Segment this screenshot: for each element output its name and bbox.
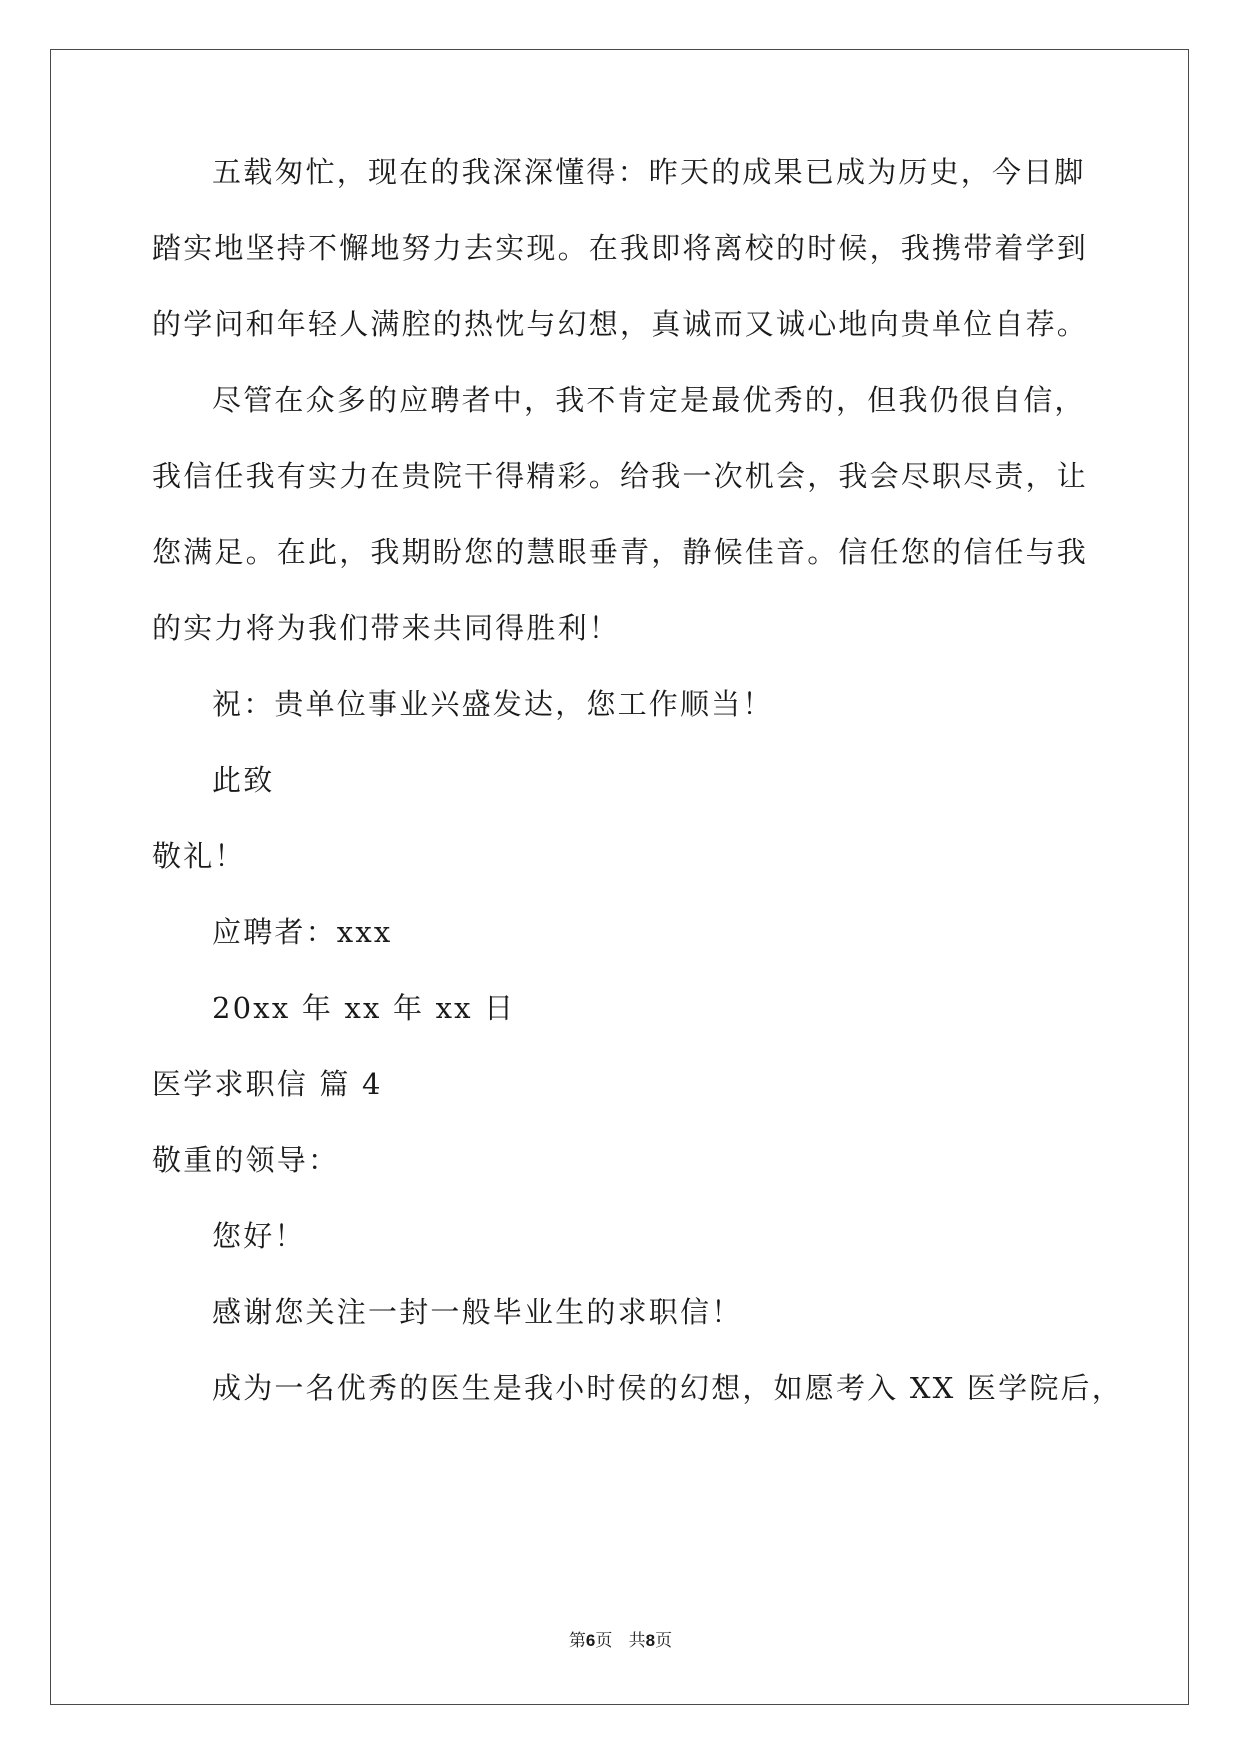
paragraph-2-line-1: 尽管在众多的应聘者中，我不肯定是最优秀的，但我仍很自信，: [212, 383, 1086, 417]
paragraph-3-line-1: 成为一名优秀的医生是我小时侯的幻想，如愿考入 XX 医学院后，: [212, 1371, 1123, 1405]
footer-page-word: 页: [595, 1631, 613, 1651]
paragraph-1-line-3: 的学问和年轻人满腔的热忱与幻想，真诚而又诚心地向贵单位自荐。: [152, 307, 1089, 341]
footer-total-prefix: 共: [628, 1631, 646, 1651]
closing-line: 此致: [212, 763, 275, 797]
footer-current-page: 6: [585, 1631, 596, 1650]
hello-line: 您好！: [212, 1219, 306, 1253]
footer-total-word: 页: [655, 1631, 673, 1651]
paragraph-2-line-4: 的实力将为我们带来共同得胜利！: [152, 611, 621, 645]
footer-prefix: 第: [568, 1631, 586, 1651]
wish-line: 祝：贵单位事业兴盛发达，您工作顺当！: [212, 687, 774, 721]
paragraph-1-line-2: 踏实地坚持不懈地努力去实现。在我即将离校的时候，我携带着学到: [152, 231, 1089, 265]
salute-line: 敬礼！: [152, 839, 246, 873]
footer-total-pages: 8: [645, 1631, 656, 1650]
paragraph-2-line-3: 您满足。在此，我期盼您的慧眼垂青，静候佳音。信任您的信任与我: [152, 535, 1089, 569]
page-border: [50, 49, 1189, 1705]
date-line: 20xx 年 xx 年 xx 日: [212, 991, 516, 1025]
paragraph-2-line-2: 我信任我有实力在贵院干得精彩。给我一次机会，我会尽职尽责，让: [152, 459, 1089, 493]
page-footer: [0, 1626, 1241, 1651]
paragraph-1-line-1: 五载匆忙，现在的我深深懂得：昨天的成果已成为历史，今日脚: [212, 155, 1086, 189]
thanks-line: 感谢您关注一封一般毕业生的求职信！: [212, 1295, 743, 1329]
greeting-line: 敬重的领导：: [152, 1143, 340, 1177]
section-title: 医学求职信 篇 4: [152, 1067, 383, 1101]
signature-line: 应聘者：xxx: [212, 915, 393, 949]
